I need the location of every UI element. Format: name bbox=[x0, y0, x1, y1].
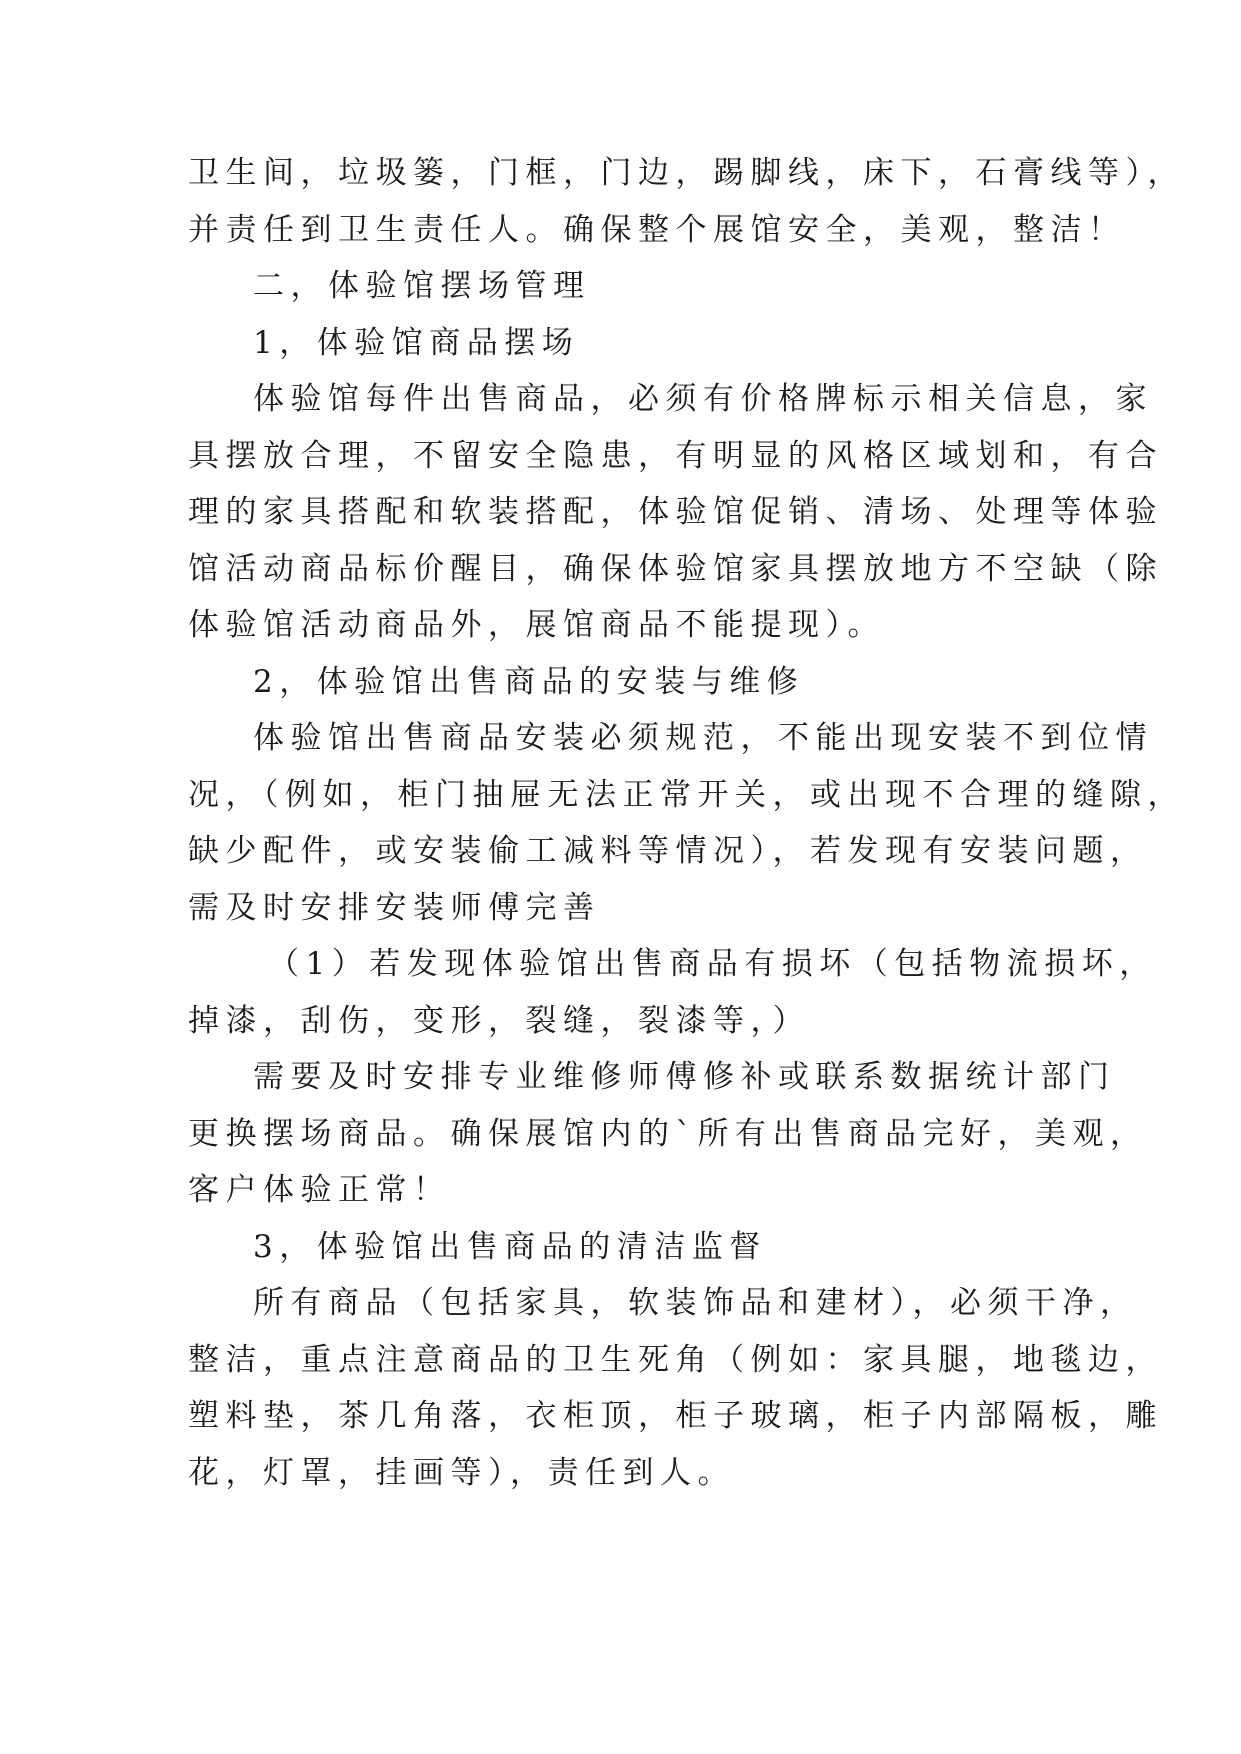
paragraph-line: 更换摆场商品。确保展馆内的`所有出售商品完好，美观， bbox=[188, 1116, 1148, 1152]
paragraph-line: 体验馆出售商品安装必须规范，不能出现安装不到位情 bbox=[253, 720, 1153, 756]
subsection-heading: 2，体验馆出售商品的安装与维修 bbox=[253, 664, 805, 700]
paragraph-line: 需要及时安排专业维修师傅修补或联系数据统计部门 bbox=[253, 1059, 1116, 1095]
text-line: 卫生间，垃圾篓，门框，门边，踢脚线，床下，石膏线等）， bbox=[188, 155, 1185, 191]
subsection-heading: 3，体验馆出售商品的清洁监督 bbox=[253, 1229, 767, 1265]
text-line: 并责任到卫生责任人。确保整个展馆安全，美观，整洁！ bbox=[188, 212, 1126, 248]
paragraph-line: 所有商品（包括家具，软装饰品和建材），必须干净， bbox=[253, 1285, 1138, 1321]
paragraph-line: 况，（例如，柜门抽屉无法正常开关，或出现不合理的缝隙， bbox=[188, 777, 1185, 813]
section-heading: 二，体验馆摆场管理 bbox=[253, 268, 591, 304]
subsection-heading: 1，体验馆商品摆场 bbox=[253, 325, 580, 361]
paragraph-line: 缺少配件，或安装偷工减料等情况），若发现有安装问题， bbox=[188, 833, 1148, 869]
paragraph-line: 理的家具搭配和软装搭配，体验馆促销、清场、处理等体验 bbox=[188, 494, 1163, 530]
paragraph-line: 塑料垫，茶几角落，衣柜顶，柜子玻璃，柜子内部隔板，雕 bbox=[188, 1398, 1163, 1434]
paragraph-line: 需及时安排安装师傅完善 bbox=[188, 890, 601, 926]
paragraph-line: 整洁，重点注意商品的卫生死角（例如：家具腿，地毯边， bbox=[188, 1342, 1163, 1378]
paragraph-line: 馆活动商品标价醒目，确保体验馆家具摆放地方不空缺（除 bbox=[188, 551, 1163, 587]
list-item-line: （1）若发现体验馆出售商品有损坏（包括物流损坏， bbox=[268, 946, 1157, 982]
paragraph-line: 花，灯罩，挂画等），责任到人。 bbox=[188, 1455, 735, 1491]
paragraph-line: 体验馆活动商品外，展馆商品不能提现）。 bbox=[188, 607, 885, 643]
paragraph-line: 具摆放合理，不留安全隐患，有明显的风格区域划和，有合 bbox=[188, 438, 1163, 474]
list-item-line: 掉漆，刮伤，变形，裂缝，裂漆等，） bbox=[188, 1003, 810, 1039]
paragraph-line: 客户体验正常！ bbox=[188, 1172, 451, 1208]
paragraph-line: 体验馆每件出售商品，必须有价格牌标示相关信息，家 bbox=[253, 381, 1153, 417]
